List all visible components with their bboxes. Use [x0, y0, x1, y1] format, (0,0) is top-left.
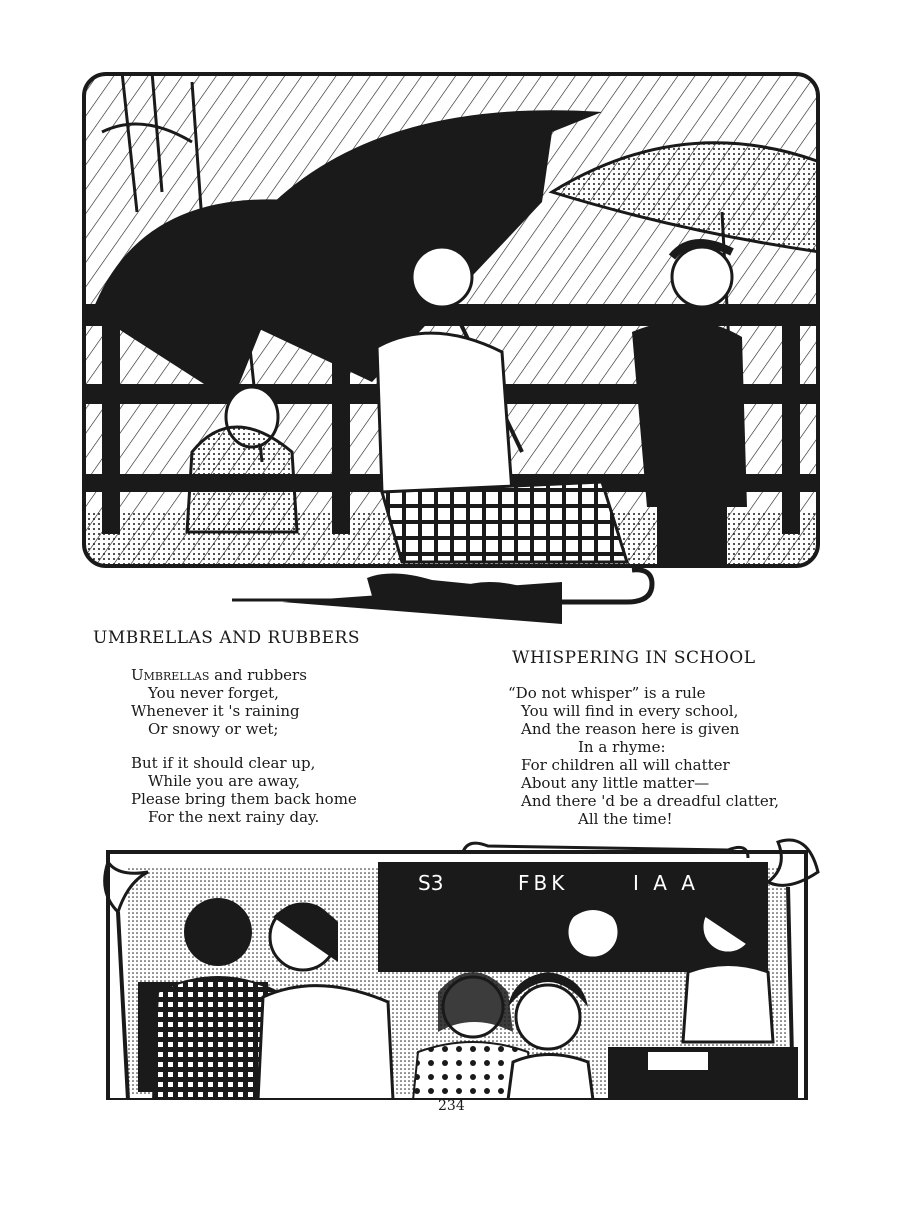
blackboard-text: S3: [418, 871, 444, 895]
poem-title-umbrellas: UMBRELLAS AND RUBBERS: [93, 628, 360, 648]
poem-line: About any little matter—: [521, 774, 710, 792]
poem-line: For the next rainy day.: [148, 808, 320, 826]
poem-line: But if it should clear up,: [131, 754, 316, 772]
blackboard-text: I A A: [633, 871, 699, 895]
poem-line: In a rhyme:: [578, 738, 666, 756]
poem-whispering-in-school: [508, 684, 779, 828]
poem-title-whispering: WHISPERING IN SCHOOL: [512, 648, 756, 668]
poem-line: [131, 666, 357, 684]
poem-line: You never forget,: [148, 684, 279, 702]
poem-line: And the reason here is given: [521, 720, 740, 738]
poem-line: “Do not whisper” is a rule: [508, 684, 706, 702]
poem-line: All the time!: [578, 810, 673, 828]
poem-line: While you are away,: [148, 772, 300, 790]
classroom-illustration: [88, 832, 826, 1100]
poem-line: You will find in every school,: [521, 702, 739, 720]
blackboard-text: FBK: [518, 871, 569, 895]
poem-first-word: Umbrellas: [131, 666, 210, 684]
poem-line: Whenever it 's raining: [131, 702, 300, 720]
stanza-gap: [131, 738, 357, 754]
poem-line-rest: and rubbers: [209, 666, 307, 684]
poem-umbrellas-and-rubbers: [131, 666, 357, 826]
poem-line: And there 'd be a dreadful clatter,: [521, 792, 780, 810]
page-number: 234: [438, 1098, 465, 1114]
poem-line: Or snowy or wet;: [148, 720, 279, 738]
poem-line: For children all will chatter: [521, 756, 730, 774]
rain-umbrella-illustration: [82, 72, 820, 568]
poem-line: Please bring them back home: [131, 790, 357, 808]
